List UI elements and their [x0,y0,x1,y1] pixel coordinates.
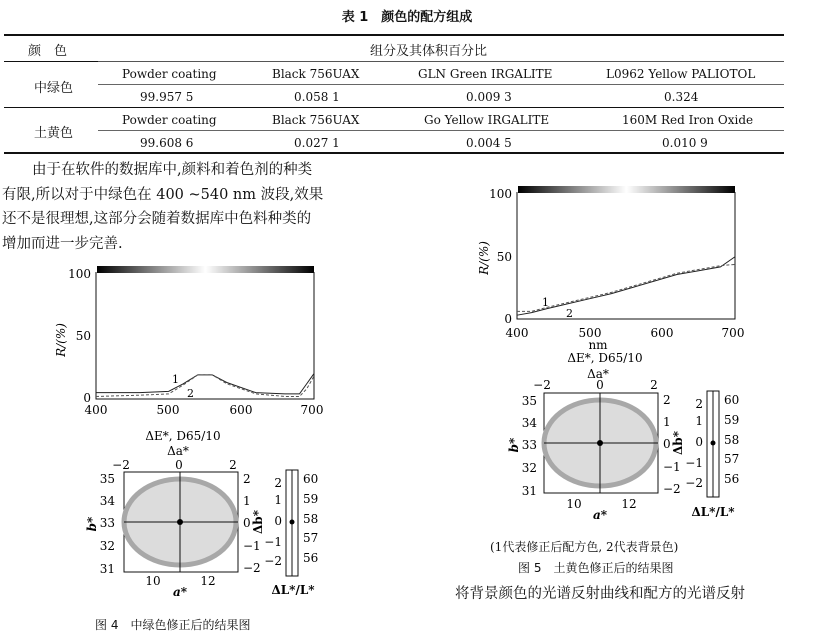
fig5-l-tick: 0 [695,435,703,449]
fig5-a-tick: 12 [621,497,637,511]
fig4-b-tick: 31 [99,562,115,576]
fig4-b-tick: 34 [99,494,115,508]
fig5-da-tick: 2 [650,378,658,392]
fig5-note: (1代表修正后配方色, 2代表背景色) [490,540,679,554]
row1-comp4: L0962 Yellow PALIOTOL [606,67,756,81]
fig4-a-tick: 12 [200,574,216,588]
fig4-gradient-bar [97,266,314,273]
fig4-curve-label: 2 [187,387,194,400]
fig4-b-tick: 33 [99,516,115,530]
fig4-ytick: 50 [75,329,91,343]
fig5-axes [517,192,735,319]
fig5-series-1 [517,257,735,315]
fig5-db-tick: 2 [663,393,671,407]
para-line: 还不是很理想,这部分会随着数据库中色料种类的 [2,211,312,227]
fig4-l-tick: 57 [303,531,319,545]
row1-val3: 0.009 3 [466,90,512,104]
row2-comp1: Powder coating [122,113,217,127]
row2-val1: 99.608 6 [140,136,194,150]
fig5-xtick: 700 [721,326,745,340]
fig5-curve-label: 1 [542,296,549,309]
fig5-xtick: 500 [578,326,602,340]
row2-comp4: 160M Red Iron Oxide [622,113,754,127]
fig4-db-label: Δb* [251,510,265,534]
fig4-l-tick: 1 [274,493,282,507]
fig5-l-tick: 57 [724,452,740,466]
fig5-db-label: Δb* [671,431,685,455]
fig4-db-tick: 2 [243,472,251,486]
fig5-b-tick: 32 [521,461,537,475]
para-line: 由于在软件的数据库中,颜料和着色剂的种类 [32,162,313,178]
fig4-series-1 [96,374,314,394]
fig5-b-tick: 31 [521,484,537,498]
fig4-db-tick: −1 [243,539,261,553]
fig4-l-tick: 0 [274,514,282,528]
fig5-center-dot [597,440,603,446]
fig4-b-tick: 32 [99,539,115,553]
row2-comp3: Go Yellow IRGALITE [424,113,550,127]
row1-comp3: GLN Green IRGALITE [418,67,553,81]
fig5-ab-plot [507,378,685,522]
fig4-caption: 图 4 中绿色修正后的结果图 [95,618,251,632]
fig4-l-tick: 58 [303,512,319,526]
fig4-ylabel: R/(%) [54,323,68,357]
fig5-b-label: b* [507,437,521,453]
row1-comp1: Powder coating [122,67,217,81]
fig4-ab-plot [85,458,265,599]
fig5-a-tick: 10 [566,497,582,511]
fig4-l-scale [264,470,318,597]
fig4-da-tick: 2 [229,458,237,472]
fig5-a-label: a* [592,508,608,522]
fig5-l-tick: 56 [724,472,740,486]
header-components: 组分及其体积百分比 [370,44,488,59]
fig4-spectrum [54,266,323,417]
fig4-db-tick: 0 [243,516,251,530]
fig5-l-tick: 1 [695,414,703,428]
fig5-l-tick: −1 [685,456,703,470]
fig5-ytick: 50 [496,250,512,264]
fig4-db-tick: −2 [243,561,261,575]
fig5-top-label: Δa* [587,367,609,381]
fig4-ytick: 100 [68,267,91,281]
fig4-xtick: 500 [156,403,180,417]
fig5-de-label: ΔE*, D65/10 [567,351,643,365]
row1-comp2: Black 756UAX [272,67,360,81]
fig4-db-tick: 1 [243,494,251,508]
fig4-xtick: 400 [84,403,108,417]
fig5-da-tick: −2 [533,378,551,392]
fig5-l-tick: 60 [724,393,740,407]
fig4-a-tick: 10 [145,574,161,588]
header-color: 颜 色 [28,44,68,59]
fig4-de-label: ΔE*, D65/10 [145,429,221,443]
fig5-ylabel: R/(%) [477,241,491,275]
fig5-ytick: 0 [504,312,512,326]
fig5-xtick: 600 [650,326,674,340]
fig4-curve-label: 1 [172,373,179,386]
row2-comp2: Black 756UAX [272,113,360,127]
fig4-b-tick: 35 [99,472,115,486]
fig5-ytick: 100 [489,187,512,201]
fig5-l-tick: 59 [724,413,740,427]
row2-val4: 0.010 9 [662,136,708,150]
fig4-l-tick: 2 [274,476,282,490]
fig4-l-tick: 60 [303,472,319,486]
row2-val2: 0.027 1 [294,136,340,150]
fig4-ytick: 0 [83,391,91,405]
fig5-b-tick: 35 [521,394,537,408]
fig4-b-label: b* [85,516,99,532]
fig5-l-tick: −2 [685,476,703,490]
fig4-l-tick: −1 [264,535,282,549]
fig5-b-tick: 34 [521,416,537,430]
fig4-da-tick: −2 [112,458,130,472]
fig4-l-tick: 56 [303,551,319,565]
fig5-db-tick: 0 [663,437,671,451]
fig5-l-dot [711,441,716,446]
para-line: 增加而进一步完善. [2,235,123,252]
fig4-center-dot [177,519,183,525]
para-line: 有限,所以对于中绿色在 400 ~540 nm 波段,效果 [2,186,324,203]
fig5-xlabel: nm [588,338,608,352]
fig5-l-scale [685,391,739,519]
row1-val1: 99.957 5 [140,90,194,104]
fig5-spectrum [477,186,744,352]
fig5-l-tick: 58 [724,433,740,447]
fig5-l-tick: 2 [695,397,703,411]
row2-color: 土黄色 [34,126,74,141]
fig4-xtick: 700 [300,403,324,417]
fig5-l-label: ΔL*/L* [691,505,735,519]
fig4-a-label: a* [172,585,188,599]
fig5-series-2 [517,264,735,311]
fig4-l-tick: 59 [303,492,319,506]
fig5-b-tick: 33 [521,438,537,452]
fig4-l-dot [290,520,295,525]
table-title: 表 1 颜色的配方组成 [341,10,473,25]
fig4-xtick: 600 [229,403,253,417]
paragraph-right: 将背景颜色的光谱反射曲线和配方的光谱反射 [455,586,745,602]
row1-val4: 0.324 [664,90,699,104]
fig4-axes [96,272,314,399]
fig5-db-tick: −2 [663,482,681,496]
fig5-db-tick: −1 [663,460,681,474]
fig5-da-tick: 0 [596,378,604,392]
fig5-gradient-bar [518,186,735,193]
fig5-xtick: 400 [505,326,529,340]
fig5-caption: 图 5 土黄色修正后的结果图 [518,561,674,575]
fig4-l-label: ΔL*/L* [271,583,315,597]
fig4-top-label: Δa* [167,444,189,458]
row2-val3: 0.004 5 [466,136,512,150]
fig5-curve-label: 2 [566,307,573,320]
fig4-da-tick: 0 [175,458,183,472]
fig4-series-2 [96,375,314,397]
fig5-db-tick: 1 [663,415,671,429]
row1-color: 中绿色 [34,81,74,96]
fig4-l-tick: −2 [264,554,282,568]
row1-val2: 0.058 1 [294,90,340,104]
